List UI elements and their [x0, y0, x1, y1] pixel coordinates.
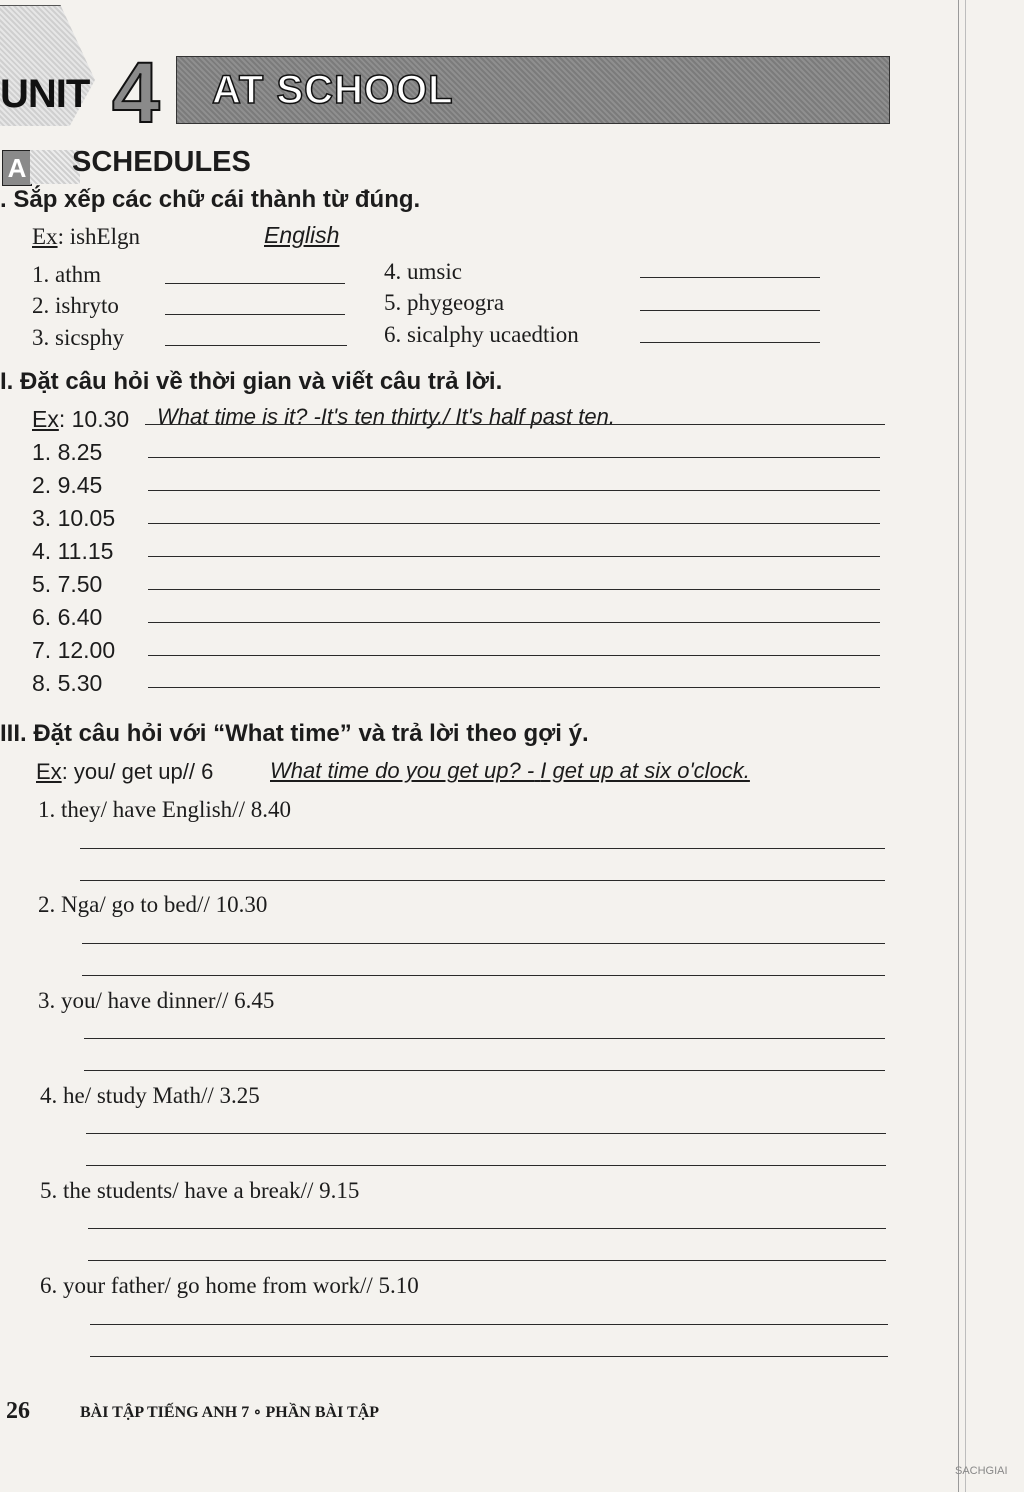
list-item [40, 1083, 260, 1109]
item-time: 6.40 [57, 604, 103, 630]
answer-line[interactable] [82, 943, 885, 944]
item-text: your father/ go home from work// 5.10 [63, 1273, 419, 1298]
answer-line[interactable] [84, 1038, 885, 1039]
example-separator: ? - [508, 758, 535, 783]
item-number: 1. [32, 439, 52, 465]
list-item [32, 293, 119, 319]
example-label: Ex [32, 406, 59, 432]
item-number: 2. [38, 892, 56, 917]
list-item [32, 439, 102, 466]
exercise1-heading: . Sắp xếp các chữ cái thành từ đúng. [0, 186, 421, 213]
list-item [384, 259, 462, 285]
item-text: the students/ have a break// 9.15 [63, 1178, 360, 1203]
item-number: 6. [32, 604, 52, 630]
list-item [38, 988, 274, 1014]
item-text: Nga/ go to bed// 10.30 [61, 892, 268, 917]
item-text: athm [55, 262, 101, 287]
section-title: SCHEDULES [72, 146, 251, 178]
item-number: 5. [40, 1178, 58, 1203]
item-number: 8. [32, 670, 52, 696]
item-number: 4. [32, 538, 52, 564]
unit-title: AT SCHOOL [212, 68, 454, 112]
exercise1-example [32, 224, 140, 250]
item-time: 7.50 [57, 571, 103, 597]
item-text: he/ study Math// 3.25 [63, 1083, 260, 1108]
answer-line[interactable] [165, 283, 345, 284]
exercise2-example [32, 406, 129, 433]
list-item [38, 892, 267, 918]
item-number: 6. [384, 322, 402, 347]
exercise3-example [36, 759, 213, 785]
item-number: 2. [32, 472, 52, 498]
exercise2-example-answer: What time is it? -It's ten thirty./ It's half past ten. [157, 404, 615, 429]
list-item [32, 604, 102, 631]
list-item [384, 290, 504, 316]
example-question: What time do you get up [270, 758, 509, 783]
answer-line[interactable] [640, 310, 820, 311]
answer-line[interactable] [640, 342, 820, 343]
item-text: ishryto [55, 293, 119, 318]
item-number: 4. [384, 259, 402, 284]
item-number: 5. [32, 571, 52, 597]
item-text: phygeogra [407, 290, 505, 315]
answer-line[interactable] [148, 622, 880, 623]
answer-line[interactable] [86, 1165, 886, 1166]
watermark: SACHGIAI [955, 1465, 1008, 1477]
exercise3-example-question [270, 758, 750, 784]
list-item [40, 1178, 359, 1204]
exercise3-heading: III. Đặt câu hỏi với “What time” và trả lời theo gợi ý. [0, 720, 589, 747]
list-item [32, 571, 102, 598]
answer-line[interactable] [90, 1356, 888, 1357]
example-answer: I get up at six o'clock. [540, 758, 750, 783]
item-time: 10.05 [57, 505, 116, 531]
answer-line[interactable] [84, 1070, 885, 1071]
page-number: 26 [6, 1398, 30, 1424]
example-label: Ex [32, 224, 58, 249]
answer-line[interactable] [80, 880, 885, 881]
item-time: 11.15 [57, 538, 114, 564]
answer-line[interactable] [88, 1260, 886, 1261]
list-item [32, 670, 102, 697]
book-title: BÀI TẬP TIẾNG ANH 7 ∘ PHẦN BÀI TẬP [80, 1404, 380, 1421]
item-number: 3. [32, 325, 50, 350]
item-number: 3. [32, 505, 52, 531]
answer-line[interactable] [148, 556, 880, 557]
answer-line[interactable] [148, 655, 880, 656]
item-text: you/ have dinner// 6.45 [61, 988, 275, 1013]
item-text: sicsphy [55, 325, 124, 350]
answer-line[interactable] [148, 490, 880, 491]
list-item [384, 322, 579, 348]
answer-line[interactable] [165, 314, 345, 315]
answer-line[interactable] [165, 345, 347, 346]
list-item [32, 505, 115, 532]
exercise2-heading: I. Đặt câu hỏi về thời gian và viết câu trả lời. [0, 368, 503, 395]
section-badge: A [2, 150, 32, 186]
item-time: 8.25 [57, 439, 103, 465]
item-time: 9.45 [57, 472, 103, 498]
item-number: 4. [40, 1083, 58, 1108]
answer-line[interactable] [148, 523, 880, 524]
list-item [32, 538, 113, 565]
list-item [32, 325, 124, 351]
item-number: 5. [384, 290, 402, 315]
example-cue: : you/ get up// 6 [61, 759, 214, 784]
answer-line[interactable] [88, 1228, 886, 1229]
example-word: : ishElgn [57, 224, 140, 249]
answer-line[interactable] [82, 975, 885, 976]
item-number: 7. [32, 637, 52, 663]
page-edge-divider [958, 0, 966, 1492]
list-item [32, 637, 115, 664]
answer-line [145, 424, 885, 425]
list-item [32, 262, 101, 288]
exercise1-example-answer: English [264, 222, 340, 248]
item-number: 6. [40, 1273, 58, 1298]
item-number: 1. [38, 797, 56, 822]
list-item [32, 472, 102, 499]
item-number: 3. [38, 988, 56, 1013]
answer-line[interactable] [90, 1324, 888, 1325]
list-item [40, 1273, 419, 1299]
answer-line[interactable] [80, 848, 885, 849]
answer-line[interactable] [148, 687, 880, 688]
list-item [38, 797, 291, 823]
answer-line[interactable] [148, 457, 880, 458]
item-number: 1. [32, 262, 50, 287]
item-text: they/ have English// 8.40 [61, 797, 291, 822]
answer-line[interactable] [86, 1133, 886, 1134]
item-text: sicalphy ucaedtion [407, 322, 579, 347]
unit-number: 4 [112, 45, 160, 141]
item-time: 12.00 [57, 637, 116, 663]
item-text: umsic [407, 259, 462, 284]
unit-label: UNIT [0, 72, 90, 116]
item-number: 2. [32, 293, 50, 318]
example-time: : 10.30 [58, 406, 130, 432]
answer-line[interactable] [640, 277, 820, 278]
answer-line[interactable] [148, 589, 880, 590]
item-time: 5.30 [57, 670, 103, 696]
example-label: Ex [36, 759, 62, 784]
